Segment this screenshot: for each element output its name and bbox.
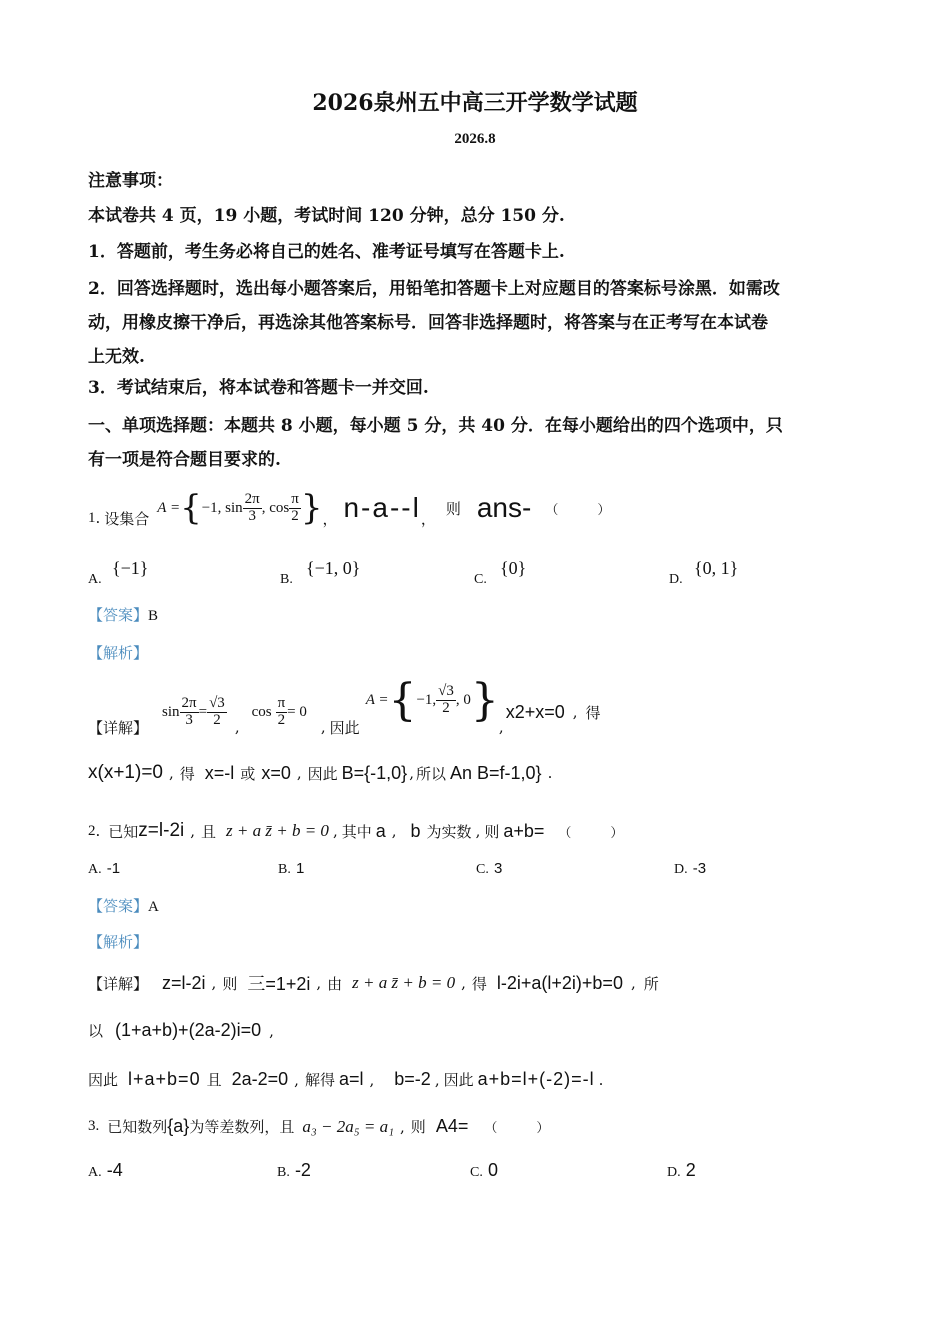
garbled-text: n-a--l [343, 492, 421, 523]
stem-text: 以 [88, 1022, 104, 1040]
cos-text: cos [251, 703, 272, 720]
option-value: {−1, 0} [306, 558, 361, 578]
fraction: $\frac{\pi}{2}$ [291, 490, 299, 524]
comma: ， [420, 509, 436, 528]
stem-text: 已知数列 [107, 1118, 168, 1136]
question-3: 3. 已知数列 {a} 为等差数列，且 a₃ − 2a₅ = a₁ , 则 A4= （ ） [88, 1116, 550, 1136]
equation: z=l-2i [138, 820, 185, 841]
stem-text: 所 [643, 974, 659, 993]
set-a-items: −1, sin [201, 499, 243, 516]
fraction: $\frac{2\pi}{3}$ [181, 694, 197, 728]
notice-line-1: 1．答题前，考生务必将自己的姓名、准考证号填写在答题卡上. [88, 242, 565, 262]
equation: 2a-2=0 [231, 1069, 289, 1089]
equation: x(x+1)=0 [88, 762, 163, 783]
notice-line-2a: 2．回答选择题时，选出每小题答案后，用铅笔扣答题卡上对应题目的答案标号涂黑．如需改 [88, 279, 780, 299]
equation: An B=f-1,0} [450, 762, 542, 783]
question-1: 1 . 设集合 A = { −1, sin $\frac{2\pi}{3}$ , cos $\frac{\pi}{2}$ } ， n-a--l ， 则 ans- （ ） [88, 488, 611, 528]
option-value: -3 [692, 860, 707, 877]
detail-tag: 【详解】 [88, 974, 149, 993]
option-label: D. [669, 572, 683, 587]
question-number: 2 [88, 822, 96, 839]
analysis-tag: 【解析】 [88, 933, 149, 951]
exam-date: 2026.8 [454, 131, 496, 147]
option-value: {−1} [112, 558, 149, 578]
garbled-text: ans- [476, 492, 532, 523]
stem-text: 则 [410, 1118, 426, 1136]
equation: l-2i+a(l+2i)+b=0 [496, 972, 623, 993]
stem-text: 已知 [108, 822, 139, 841]
equation: (1+a+b)+(2a-2)i=0 [115, 1020, 262, 1040]
answer-value: A [148, 899, 159, 915]
fraction: $\frac{2\pi}{3}$ [244, 490, 260, 524]
option-label: C. [474, 572, 487, 587]
left-brace-icon: { [180, 488, 202, 528]
ask-expr: A4= [435, 1116, 469, 1136]
sequence: {a} [167, 1116, 190, 1136]
answer-paren: （ ） [484, 1121, 550, 1136]
notice-line-0: 本试卷共 4 页，19 小题，考试时间 120 分钟，总分 150 分. [88, 206, 565, 226]
de-text: 得 [585, 703, 601, 722]
equation: x=-l [204, 762, 235, 783]
stem-text: 其中 [341, 822, 372, 841]
option-label: A. [88, 572, 102, 587]
notice-line-3: 3．考试结束后，将本试卷和答题卡一并交回. [88, 378, 429, 398]
fraction: $\frac{√3}{2}$ [209, 694, 225, 728]
set-items: −1, [416, 691, 437, 708]
math-equation: z + a z̄ + b = 0 [352, 973, 456, 992]
de-text: 得 [179, 764, 195, 783]
equals: = [198, 703, 208, 720]
ask-expr: a+b= [503, 820, 545, 841]
equation: B={-1,0} [341, 762, 408, 783]
option-label: D. [667, 1165, 681, 1180]
var-b: b [410, 820, 421, 841]
math-equation: a₃ − 2a₅ = a₁ [302, 1116, 395, 1136]
q1-answer [88, 604, 158, 625]
math-equation: z + a z̄ + b = 0 [226, 821, 329, 840]
option-value: -2 [294, 1160, 311, 1180]
answer-value: B [148, 608, 159, 624]
option-value: 0 [487, 1160, 498, 1180]
equation: 三=1+2i [247, 974, 311, 994]
option-value: -1 [106, 860, 121, 877]
stem-text: 解得 [304, 1071, 335, 1089]
equation: a=l [338, 1069, 364, 1089]
notice-heading: 注意事项： [88, 171, 173, 191]
fraction: $\frac{√3}{2}$ [438, 682, 454, 716]
notice-line-2b: 动，用橡皮擦干净后，再选涂其他答案标号．回答非选择题时，将答案与在正考写在本试卷 [88, 313, 768, 333]
q1-options [88, 558, 868, 592]
set-a-lhs: A = [365, 691, 389, 708]
q1-detail: 【详解】 sin $\frac{2\pi}{3}$ = $\frac{√3}{2}$ , cos $\frac{\pi}{2}$ = 0 , 因此 A = { −1, $\frac{√3}{2}$ , 0 } , x2+x=0 , 得 [88, 674, 601, 737]
q1-detail-line2: x(x+1)=0 , 得 x=-l 或 x=0 , 因此 B={-1,0} , 所以 An B=f-1,0} . [88, 762, 553, 783]
zero: = 0 [287, 703, 307, 720]
fraction: $\frac{\pi}{2}$ [277, 694, 286, 728]
comma: ， [322, 509, 338, 528]
q2-detail-line2: 以 (1+a+b)+(2a-2)i=0 , [88, 1020, 274, 1040]
stem-text: 由 [327, 974, 343, 993]
option-label: B. [277, 1165, 290, 1180]
stem-text: 为等差数列，且 [189, 1118, 295, 1136]
right-brace-icon: } [470, 674, 499, 726]
q2-detail-line3: 因此 l+a+b=0 且 2a-2=0 , 解得 a=l , b=-2 , 因此 a+b=l+(-2)=-l . [88, 1069, 604, 1089]
option-label: D. [674, 862, 688, 877]
section-heading-a: 一、单项选择题：本题共 8 小题，每小题 5 分，共 40 分．在每小题给出的四个选项中，只 [88, 416, 783, 436]
page-title: 2026泉州五中高三开学数学试题 [312, 90, 638, 116]
option-value: 3 [493, 860, 503, 877]
var-a: a [375, 820, 386, 841]
equation: x2+x=0 [505, 701, 565, 722]
stem-text: 因此 [443, 1071, 474, 1089]
stem-text: 且 [206, 1071, 222, 1089]
set-items: , 0 [455, 691, 471, 708]
stem-text: 为实数 [426, 822, 472, 841]
question-stem: 设集合 [104, 509, 150, 528]
option-label: C. [470, 1165, 483, 1180]
equation: l+a+b=0 [128, 1069, 201, 1089]
equation: z=l-2i [162, 972, 206, 993]
equation: a+b=l+(-2)=-l [477, 1069, 595, 1089]
option-label: C. [476, 862, 489, 877]
yinci-text: 因此 [307, 764, 338, 783]
question-number: 1 [88, 509, 96, 526]
yinci-text: 因此 [329, 718, 360, 737]
notice-line-2c: 上无效. [88, 347, 145, 367]
cos-text: , cos [261, 499, 290, 516]
option-label: A. [88, 862, 102, 877]
answer-paren: （ ） [558, 825, 624, 841]
detail-tag: 【详解】 [88, 718, 149, 737]
stem-text: 则 [222, 974, 238, 993]
option-value: {0, 1} [694, 558, 739, 578]
section-heading-b: 有一项是符合题目要求的. [88, 450, 281, 470]
option-value: 2 [685, 1160, 696, 1180]
sin-text: sin [162, 703, 180, 720]
answer-tag: 【答案】 [88, 897, 149, 915]
answer-tag: 【答案】 [88, 606, 149, 624]
option-value: -4 [106, 1160, 123, 1180]
ze-text: 则 [445, 499, 461, 518]
right-brace-icon: } [300, 488, 323, 528]
q3-options [88, 1160, 868, 1186]
question-number: 3. [88, 1118, 100, 1134]
option-label: A. [88, 1165, 102, 1180]
equation: b=-2 [394, 1069, 431, 1089]
q2-options [88, 858, 868, 882]
option-label: B. [278, 862, 291, 877]
q2-answer [88, 895, 159, 916]
stem-text: 则 [484, 822, 500, 841]
left-brace-icon: { [388, 674, 417, 726]
option-value: {0} [500, 558, 527, 578]
huo-text: 或 [240, 764, 256, 783]
suoyi-text: 所以 [415, 764, 446, 783]
option-label: B. [280, 572, 293, 587]
stem-text: 因此 [88, 1071, 119, 1089]
set-a-lhs: A = [157, 499, 181, 516]
q2-detail-line1: 【详解】 z=l-2i , 则 三=1+2i , 由 z + a z̄ + b = 0 , 得 l-2i+a(l+2i)+b=0 , 所 [88, 970, 659, 996]
option-value: 1 [295, 860, 305, 877]
equation: x=0 [261, 762, 291, 783]
analysis-tag: 【解析】 [88, 644, 149, 662]
answer-paren: （ ） [545, 502, 611, 518]
question-2: 2 . 已知 z=l-2i , 且 z + a z̄ + b = 0 , 其中 a , b 为实数 , 则 a+b= （ ） [88, 820, 624, 841]
stem-text: 且 [201, 822, 217, 841]
stem-text: 得 [471, 974, 487, 993]
